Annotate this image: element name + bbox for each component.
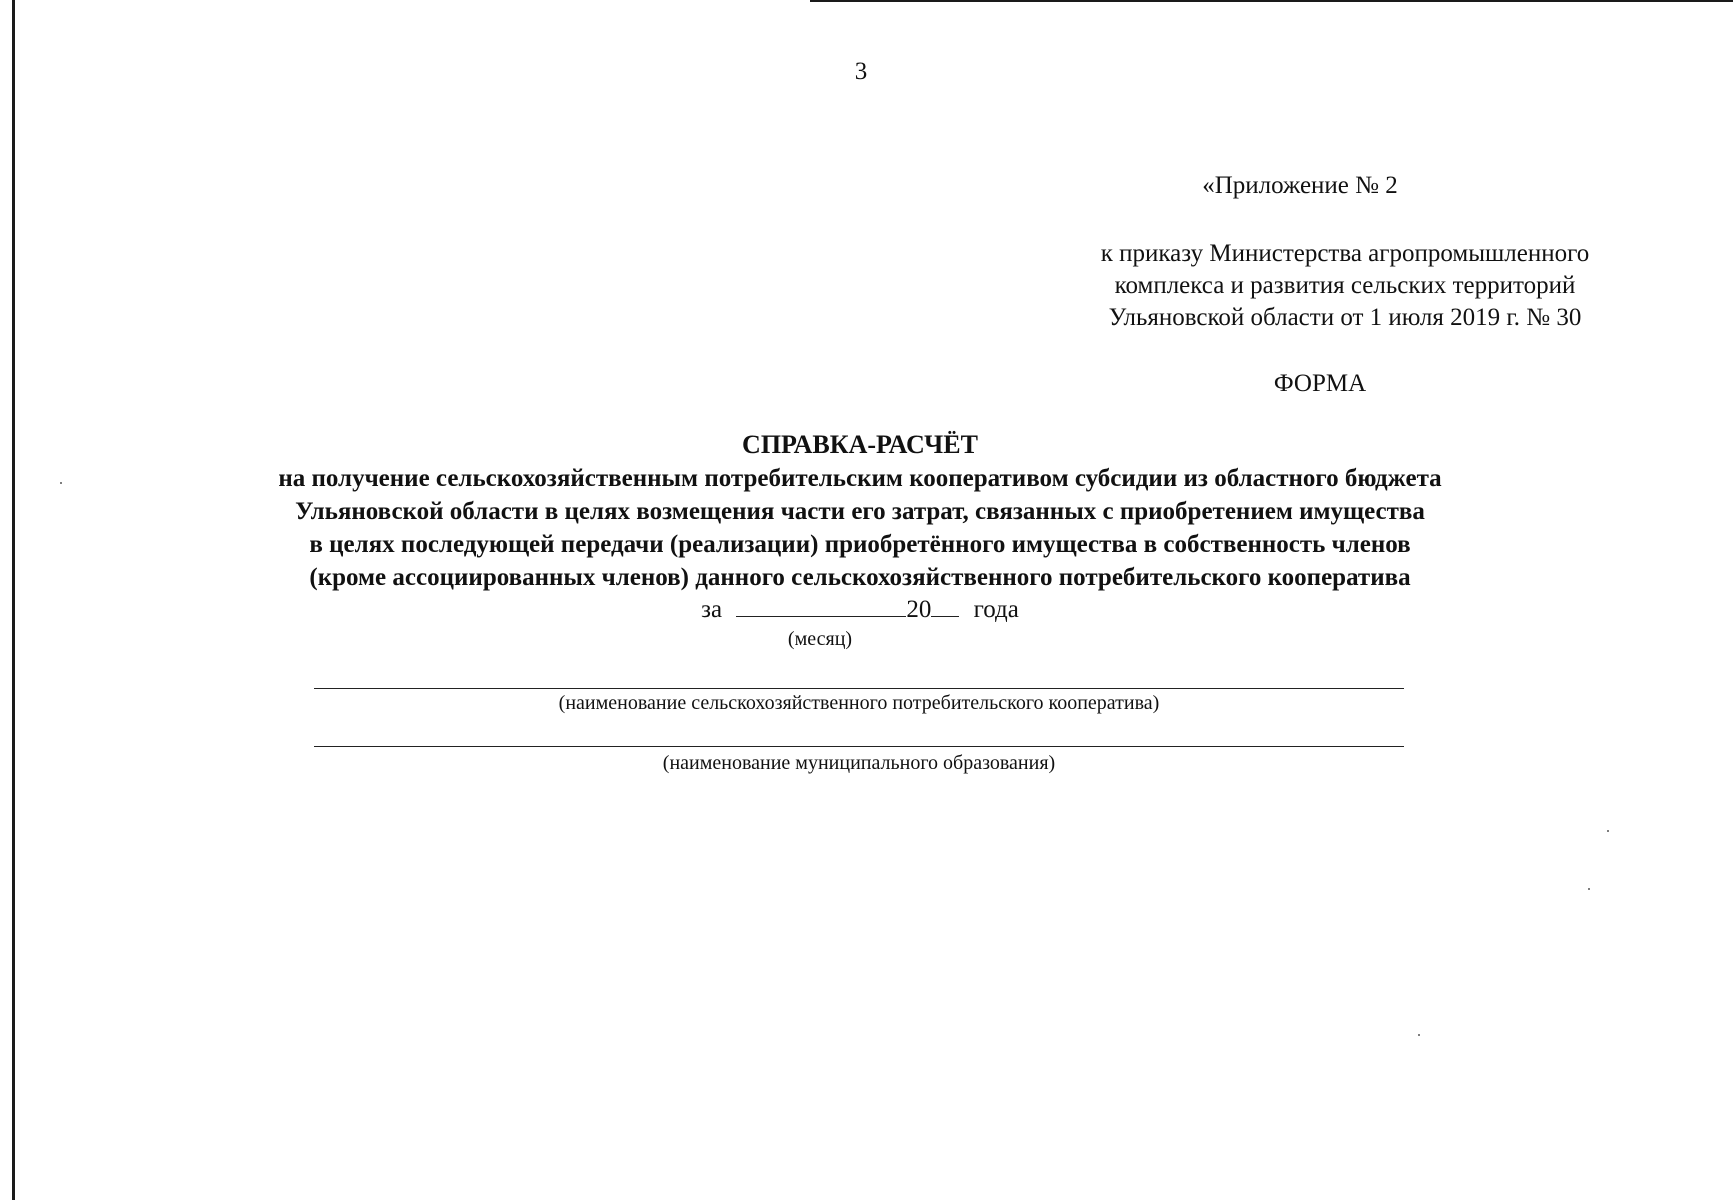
order-reference-line: комплекса и развития сельских территорий — [1114, 272, 1576, 299]
document-subtitle — [60, 462, 1660, 594]
month-blank-field[interactable] — [736, 594, 906, 617]
period-suffix: года — [973, 596, 1019, 623]
scan-speck — [1588, 888, 1590, 890]
form-label: ФОРМА — [1273, 370, 1367, 397]
cooperative-name-hint: (наименование сельскохозяйственного потребительского кооператива) — [558, 692, 1160, 714]
subtitle-line: на получение сельскохозяйственным потребительским кооперативом субсидии из областного бюджета — [278, 465, 1442, 492]
order-reference-line: Ульяновской области от 1 июля 2019 г. № 30 — [1108, 304, 1582, 331]
order-reference — [1020, 238, 1670, 334]
municipality-name-field[interactable] — [314, 746, 1404, 747]
month-hint: (месяц) — [787, 628, 853, 650]
year-prefix: 20 — [906, 596, 932, 623]
page-number: 3 — [854, 58, 868, 85]
annex-title: «Приложение № 2 — [1202, 172, 1398, 199]
period-prefix: за — [701, 596, 723, 623]
municipality-name-hint: (наименование муниципального образования) — [662, 752, 1056, 774]
order-reference-line: к приказу Министерства агропромышленного — [1100, 240, 1590, 267]
subtitle-line: в целях последующей передачи (реализации) приобретённого имущества в собственность членов — [309, 531, 1411, 558]
subtitle-line: Ульяновской области в целях возмещения части его затрат, связанных с приобретением имущества — [295, 498, 1425, 525]
year-blank-field[interactable] — [931, 594, 959, 617]
scan-top-edge — [810, 0, 1733, 2]
scan-left-edge — [12, 0, 15, 1200]
cooperative-name-field[interactable] — [314, 688, 1404, 689]
scan-speck — [1607, 830, 1609, 832]
subtitle-line: (кроме ассоциированных членов) данного сельскохозяйственного потребительского кооператива — [309, 564, 1411, 591]
scan-speck — [1418, 1034, 1420, 1036]
period-line — [560, 594, 1160, 624]
document-title: СПРАВКА-РАСЧЁТ — [742, 430, 978, 459]
